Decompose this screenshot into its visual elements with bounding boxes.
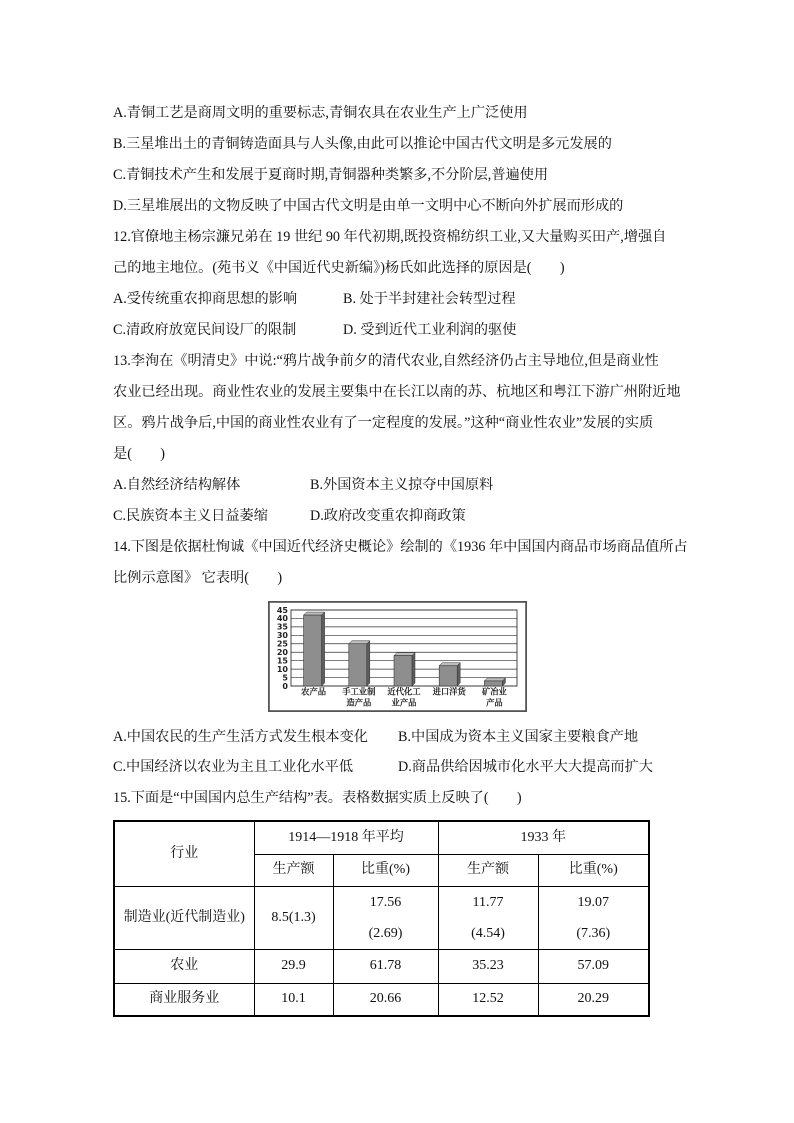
q13-option-a: A.自然经济结构解体 <box>113 477 241 494</box>
table-cell: 10.1 <box>254 983 333 1016</box>
cell-line: (2.69) <box>368 925 403 941</box>
subheader-share: 比重(%) <box>333 854 438 886</box>
x-tick-label-line: 矿冶业 <box>481 686 507 697</box>
q14-option-b: B.中国成为资本主义国家主要粮食产地 <box>398 728 639 745</box>
bar-chart <box>268 601 527 712</box>
question-block-upper <box>113 98 688 595</box>
x-tick-label-line: 近代化工 <box>387 686 421 697</box>
table-cell: 8.5(1.3) <box>254 886 333 949</box>
x-tick-label-line: 进口洋货 <box>432 686 466 697</box>
cell-line: 19.07 <box>577 894 609 910</box>
subheader-share: 比重(%) <box>538 854 649 886</box>
y-tick-label: 35 <box>276 622 288 632</box>
q12-option-b: B. 处于半封建社会转型过程 <box>343 290 516 307</box>
q11-option-a: A.青铜工艺是商周文明的重要标志,青铜农具在农业生产上广泛使用 <box>113 104 528 121</box>
q12-option-row-1 <box>113 284 688 315</box>
q13-option-row-2 <box>113 501 688 532</box>
chart-bar <box>394 653 415 686</box>
production-structure-table <box>113 820 650 1017</box>
table-header-row <box>114 821 649 854</box>
q14-stem-line-2: 比例示意图》 它表明( ) <box>113 570 283 587</box>
question-block-lower <box>113 722 653 814</box>
q13-stem-line-4: 是( ) <box>113 446 166 463</box>
row-industry: 商业服务业 <box>114 983 254 1016</box>
chart-bar <box>439 663 460 686</box>
q11-option-c: C.青铜技术产生和发展于夏商时期,青铜器种类繁多,不分阶层,普遍使用 <box>113 166 549 183</box>
q14-option-d: D.商品供给因城市化水平大大提高而扩大 <box>398 759 653 776</box>
q13-option-row-1 <box>113 470 688 501</box>
table-row <box>114 886 649 949</box>
x-tick-label-line: 业产品 <box>391 697 417 708</box>
q13-option-d: D.政府改变重农抑商政策 <box>310 508 466 525</box>
x-tick-label <box>432 687 467 697</box>
q13-stem-line-1: 13.李洵在《明清史》中说:“鸦片战争前夕的清代农业,自然经济仍占主导地位,但是商业性 <box>113 353 659 369</box>
chart-bar-side <box>412 653 415 686</box>
table-cell: 35.23 <box>438 949 538 983</box>
q13-option-b: B.外国资本主义掠夺中国原料 <box>310 477 494 494</box>
q12-option-row-2 <box>113 315 688 346</box>
cell-line: (4.54) <box>471 925 505 941</box>
y-tick-label: 5 <box>282 673 288 683</box>
q13-option-c: C.民族资本主义日益萎缩 <box>113 508 268 525</box>
y-tick-label: 15 <box>276 656 288 666</box>
y-tick-label: 30 <box>276 631 288 641</box>
y-tick-label: 25 <box>276 639 288 649</box>
y-tick-label: 40 <box>276 614 288 624</box>
chart-bar-front <box>304 615 322 686</box>
q15-stem: 15.下面是“中国国内总生产结构”表。表格数据实质上反映了( ) <box>113 789 522 806</box>
q13-stem-line-3: 区。鸦片战争后,中国的商业性农业有了一定程度的发展。”这种“商业性农业”发展的实质 <box>113 415 654 432</box>
q12-stem-line-2: 己的地主地位。(苑书义《中国近代史新编》)杨氏如此选择的原因是( ) <box>113 259 565 276</box>
q14-option-row-1 <box>113 722 639 753</box>
chart-bar <box>349 641 370 686</box>
chart-bar-front <box>394 656 412 686</box>
table-row <box>114 949 649 983</box>
chart-bar <box>304 612 325 686</box>
x-tick-label-line: 手工业制 <box>342 686 376 697</box>
header-industry: 行业 <box>114 821 254 886</box>
table-cell: 57.09 <box>538 949 649 983</box>
q14-option-a: A.中国农民的生产生活方式发生根本变化 <box>113 728 368 745</box>
q14-option-row-2 <box>113 752 653 783</box>
table-cell: 29.9 <box>254 949 333 983</box>
x-tick-label-line: 产品 <box>486 697 503 708</box>
cell-line: 17.56 <box>369 894 402 910</box>
y-tick-label: 10 <box>276 664 288 674</box>
table-cell <box>538 886 649 949</box>
row-industry: 农业 <box>114 949 254 983</box>
x-tick-label-line: 农产品 <box>301 686 327 697</box>
table-cell: 12.52 <box>438 983 538 1016</box>
chart-bar-top <box>484 678 505 681</box>
subheader-output: 生产额 <box>438 854 538 886</box>
chart-bar-top <box>394 653 415 656</box>
chart-bar-front <box>484 681 502 686</box>
x-tick-label-line: 造产品 <box>346 697 372 708</box>
y-tick-label: 45 <box>276 605 288 615</box>
chart-bar-top <box>349 641 370 644</box>
table-cell <box>333 886 438 949</box>
q12-option-c: C.清政府放宽民间设厂的限制 <box>113 321 297 338</box>
q13-stem-line-2: 农业已经出现。商业性农业的发展主要集中在长江以南的苏、杭地区和粤江下游广州附近地 <box>113 384 681 401</box>
q12-option-a: A.受传统重农抑商思想的影响 <box>113 290 298 307</box>
header-period-1914-1918: 1914—1918 年平均 <box>254 821 438 854</box>
chart-bar-top <box>439 663 460 666</box>
chart-bar-front <box>349 644 367 686</box>
chart-bar-side <box>322 612 325 686</box>
q12-option-d: D. 受到近代工业利润的驱使 <box>343 321 517 338</box>
chart-bar <box>484 678 505 686</box>
chart-bar-side <box>457 663 460 686</box>
q11-option-b: B.三星堆出土的青铜铸造面具与人头像,由此可以推论中国古代文明是多元发展的 <box>113 135 612 152</box>
q14-option-c: C.中国经济以农业为主且工业化水平低 <box>113 759 354 776</box>
x-tick-label <box>387 687 421 708</box>
table-row <box>114 983 649 1016</box>
q11-option-d: D.三星堆展出的文物反映了中国古代文明是由单一文明中心不断向外扩展而形成的 <box>113 197 624 214</box>
q14-stem-line-1: 14.下图是依据杜恂诚《中国近代经济史概论》绘制的《1936 年中国国内商品市场商品值所占 <box>113 539 688 556</box>
x-tick-label <box>301 687 327 697</box>
table-cell: 61.78 <box>333 949 438 983</box>
chart-bar-top <box>304 612 325 615</box>
cell-line: 11.77 <box>472 894 504 910</box>
y-tick-label: 0 <box>282 681 288 691</box>
chart-bar-front <box>439 666 457 686</box>
table-cell: 20.29 <box>538 983 649 1016</box>
table-cell <box>438 886 538 949</box>
table-cell: 20.66 <box>333 983 438 1016</box>
q12-stem-line-1: 12.官僚地主杨宗濂兄弟在 19 世纪 90 年代初期,既投资棉纺织工业,又大量购买田产,增强自 <box>113 228 667 245</box>
cell-line: (7.36) <box>576 925 611 941</box>
chart-bar-side <box>367 641 370 686</box>
header-period-1933: 1933 年 <box>438 821 649 854</box>
x-tick-label <box>342 687 376 708</box>
y-tick-label: 20 <box>276 648 288 658</box>
row-industry: 制造业(近代制造业) <box>114 886 254 949</box>
subheader-output: 生产额 <box>254 854 333 886</box>
